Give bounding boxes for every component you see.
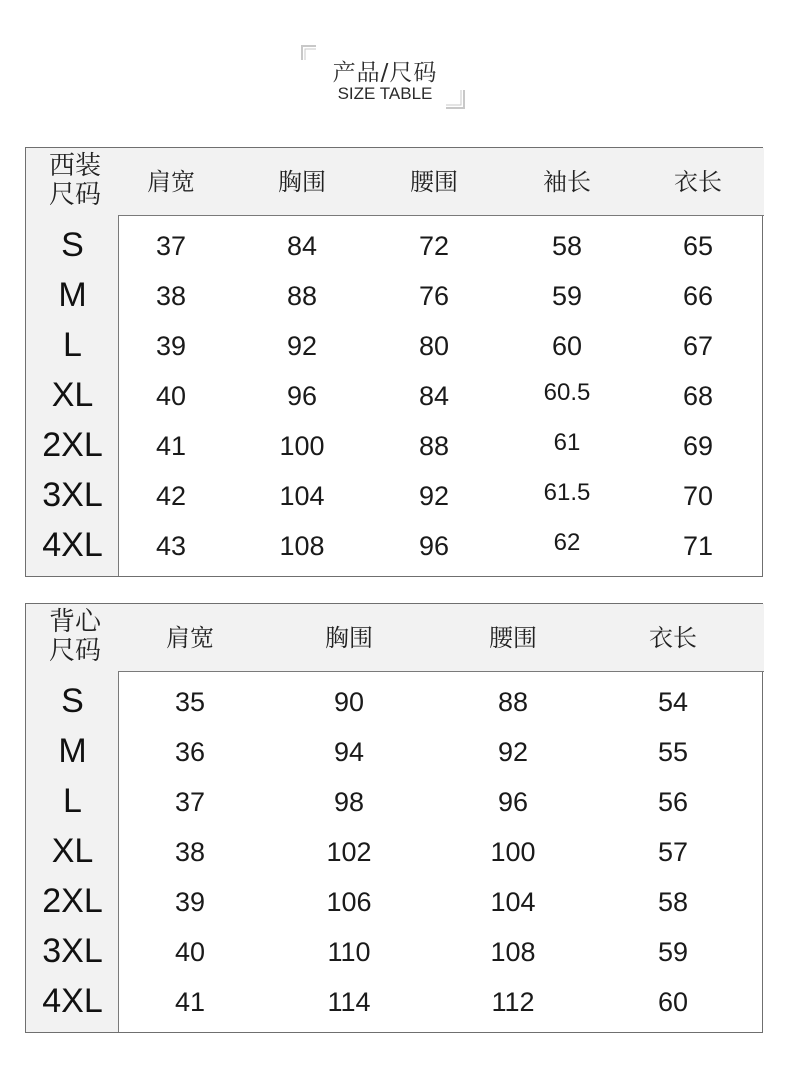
table-cell: 59 bbox=[657, 937, 689, 967]
table-row bbox=[26, 976, 764, 1026]
table-header-row bbox=[26, 604, 764, 672]
table-cell: 108 bbox=[279, 531, 325, 561]
corner-label-line1: 背心 bbox=[48, 607, 101, 637]
column-header: 肩宽 bbox=[147, 168, 195, 196]
table-cell: 59 bbox=[551, 281, 583, 311]
table-cell: 88 bbox=[286, 281, 318, 311]
size-label: 3XL bbox=[42, 476, 103, 514]
table-cell: 39 bbox=[174, 887, 206, 917]
corner-label-line1: 西装 bbox=[48, 151, 101, 181]
table-cell: 42 bbox=[155, 481, 187, 511]
column-header: 腰围 bbox=[489, 624, 537, 652]
table-cell: 108 bbox=[490, 937, 536, 967]
table-cell: 56 bbox=[657, 787, 689, 817]
table-cell: 96 bbox=[418, 531, 450, 561]
table-cell: 92 bbox=[286, 331, 318, 361]
table-cell: 96 bbox=[286, 381, 318, 411]
column-header: 衣长 bbox=[674, 168, 722, 196]
table-cell: 106 bbox=[326, 887, 372, 917]
page-subtitle: SIZE TABLE bbox=[337, 84, 433, 103]
table-row bbox=[26, 420, 764, 470]
size-label: L bbox=[63, 782, 82, 820]
size-label: 4XL bbox=[42, 982, 103, 1020]
table-cell: 67 bbox=[682, 331, 714, 361]
table-cell: 40 bbox=[174, 937, 206, 967]
page-title: 产品/尺码 bbox=[332, 60, 438, 86]
table-row bbox=[26, 520, 764, 570]
size-label: 2XL bbox=[42, 426, 103, 464]
table-row bbox=[26, 220, 764, 270]
column-header: 腰围 bbox=[410, 168, 458, 196]
table-cell: 60.5 bbox=[543, 379, 591, 406]
corner-bracket-bottom-right-icon bbox=[446, 90, 466, 110]
table-cell: 58 bbox=[657, 887, 689, 917]
table-cell: 98 bbox=[333, 787, 365, 817]
vest-size-table bbox=[25, 603, 763, 1033]
table-cell: 90 bbox=[333, 687, 365, 717]
table-header-row bbox=[26, 148, 764, 216]
table-cell: 58 bbox=[551, 231, 583, 261]
table-cell: 71 bbox=[682, 531, 714, 561]
size-label: XL bbox=[51, 832, 94, 870]
table-row bbox=[26, 270, 764, 320]
size-label: S bbox=[61, 682, 84, 720]
table-cell: 38 bbox=[155, 281, 187, 311]
column-header: 胸围 bbox=[325, 624, 373, 652]
table-row bbox=[26, 320, 764, 370]
table-corner-label bbox=[26, 152, 124, 210]
size-label: 3XL bbox=[42, 932, 103, 970]
suit-size-table bbox=[25, 147, 763, 577]
table-cell: 84 bbox=[286, 231, 318, 261]
table-cell: 41 bbox=[174, 987, 206, 1017]
table-row bbox=[26, 676, 764, 726]
table-cell: 92 bbox=[418, 481, 450, 511]
table-cell: 40 bbox=[155, 381, 187, 411]
table-cell: 104 bbox=[279, 481, 325, 511]
table-cell: 38 bbox=[174, 837, 206, 867]
table-cell: 39 bbox=[155, 331, 187, 361]
table-cell: 96 bbox=[497, 787, 529, 817]
size-label: L bbox=[63, 326, 82, 364]
table-row bbox=[26, 726, 764, 776]
column-header: 衣长 bbox=[649, 624, 697, 652]
table-row bbox=[26, 470, 764, 520]
size-label: M bbox=[58, 276, 87, 314]
table-cell: 36 bbox=[174, 737, 206, 767]
size-label: 2XL bbox=[42, 882, 103, 920]
table-cell: 100 bbox=[490, 837, 536, 867]
table-cell: 76 bbox=[418, 281, 450, 311]
table-row bbox=[26, 926, 764, 976]
size-label: S bbox=[61, 226, 84, 264]
table-cell: 60 bbox=[551, 331, 583, 361]
table-cell: 57 bbox=[657, 837, 689, 867]
table-cell: 110 bbox=[327, 937, 371, 967]
size-label: XL bbox=[51, 376, 94, 414]
table-row bbox=[26, 876, 764, 926]
table-cell: 54 bbox=[657, 687, 689, 717]
table-cell: 60 bbox=[657, 987, 689, 1017]
table-cell: 66 bbox=[682, 281, 714, 311]
table-cell: 84 bbox=[418, 381, 450, 411]
table-corner-label bbox=[26, 608, 124, 666]
corner-label-line2: 尺码 bbox=[48, 180, 101, 210]
table-cell: 61 bbox=[553, 429, 581, 456]
table-cell: 35 bbox=[174, 687, 206, 717]
table-cell: 80 bbox=[418, 331, 450, 361]
table-cell: 37 bbox=[174, 787, 206, 817]
table-cell: 88 bbox=[418, 431, 450, 461]
table-cell: 65 bbox=[682, 231, 714, 261]
table-row bbox=[26, 776, 764, 826]
table-cell: 68 bbox=[682, 381, 714, 411]
table-cell: 43 bbox=[155, 531, 187, 561]
table-cell: 37 bbox=[155, 231, 187, 261]
table-cell: 104 bbox=[490, 887, 536, 917]
table-cell: 62 bbox=[553, 529, 581, 556]
table-cell: 61.5 bbox=[543, 479, 591, 506]
table-cell: 114 bbox=[327, 987, 371, 1017]
table-cell: 88 bbox=[497, 687, 529, 717]
table-cell: 69 bbox=[682, 431, 714, 461]
column-header: 肩宽 bbox=[166, 624, 214, 652]
column-header: 胸围 bbox=[278, 168, 326, 196]
table-cell: 102 bbox=[326, 837, 372, 867]
corner-label-line2: 尺码 bbox=[48, 636, 101, 666]
table-cell: 112 bbox=[491, 987, 535, 1017]
size-label: M bbox=[58, 732, 87, 770]
size-label: 4XL bbox=[42, 526, 103, 564]
size-table-heading bbox=[300, 44, 470, 114]
table-cell: 92 bbox=[497, 737, 529, 767]
table-cell: 100 bbox=[279, 431, 325, 461]
table-cell: 70 bbox=[682, 481, 714, 511]
table-row bbox=[26, 826, 764, 876]
column-header: 袖长 bbox=[543, 168, 591, 196]
table-cell: 94 bbox=[333, 737, 365, 767]
table-cell: 41 bbox=[155, 431, 187, 461]
table-cell: 55 bbox=[657, 737, 689, 767]
table-row bbox=[26, 370, 764, 420]
table-cell: 72 bbox=[418, 231, 450, 261]
